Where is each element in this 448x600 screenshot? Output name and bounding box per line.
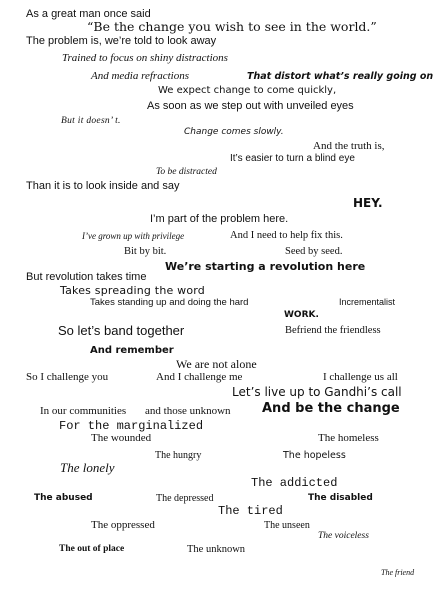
poem-line: Than it is to look inside and say bbox=[26, 180, 180, 192]
poem-line: We are not alone bbox=[176, 357, 257, 371]
poem-line: So let’s band together bbox=[58, 323, 185, 338]
poem-line: The unknown bbox=[187, 544, 246, 555]
poem-line: The wounded bbox=[91, 432, 152, 444]
poem-line: The homeless bbox=[318, 432, 379, 444]
poem-line: I challenge us all bbox=[323, 371, 398, 383]
poem-line: I’ve grown up with privilege bbox=[82, 231, 185, 241]
poem-line: The voiceless bbox=[318, 531, 369, 541]
emphasis-line: WORK. bbox=[284, 310, 319, 320]
emphasis-line: HEY. bbox=[353, 196, 383, 210]
signature: The friend bbox=[381, 568, 415, 577]
emphasis-line: We’re starting a revolution here bbox=[165, 260, 366, 273]
poem-line: The tired bbox=[218, 504, 283, 518]
poem-line: The unseen bbox=[264, 520, 310, 531]
poem-line: The addicted bbox=[251, 476, 338, 490]
poem-line: Let’s live up to Gandhi’s call bbox=[232, 385, 402, 399]
poem-line: The out of place bbox=[59, 544, 125, 554]
poem-line: That distort what’s really going on bbox=[247, 71, 434, 82]
poem-line: Takes standing up and doing the hard bbox=[90, 297, 249, 308]
poem-line: And I need to help fix this. bbox=[230, 230, 343, 241]
poem-line: The abused bbox=[34, 493, 93, 503]
poem-line: And the truth is, bbox=[313, 140, 385, 152]
poem-line: The depressed bbox=[156, 493, 214, 504]
poem-line: And media refractions bbox=[91, 70, 189, 82]
poem-line: But revolution takes time bbox=[26, 271, 147, 283]
poem-line: Change comes slowly. bbox=[184, 127, 284, 137]
poem-line: The lonely bbox=[60, 460, 115, 475]
poem-line: As soon as we step out with unveiled eyes bbox=[147, 100, 354, 112]
poem-line: The disabled bbox=[308, 493, 373, 503]
emphasis-line: And be the change bbox=[262, 401, 400, 416]
emphasis-line: And remember bbox=[90, 345, 174, 356]
poem-line: and those unknown bbox=[145, 405, 231, 417]
poem-line: The problem is, we’re told to look away bbox=[26, 35, 217, 47]
poem-line: But it doesn’ t. bbox=[61, 116, 121, 126]
quote-line: “Be the change you wish to see in the world.” bbox=[87, 19, 377, 34]
poem-line: For the marginalized bbox=[59, 419, 204, 433]
poem-line: So I challenge you bbox=[26, 371, 109, 383]
poem-line: I’m part of the problem here. bbox=[150, 213, 289, 225]
poem-line: Trained to focus on shiny distractions bbox=[62, 52, 228, 64]
poem-line: Incrementalist bbox=[339, 297, 396, 307]
poem-line: In our communities bbox=[40, 405, 127, 417]
poem-line: As a great man once said bbox=[26, 8, 151, 20]
poem-line: Takes spreading the word bbox=[60, 284, 205, 297]
poem-line: We expect change to come quickly, bbox=[158, 85, 337, 96]
poem-line: Bit by bit. bbox=[124, 246, 167, 257]
poem-line: Befriend the friendless bbox=[285, 325, 381, 336]
poem-line: The hungry bbox=[155, 450, 202, 461]
poem-line: To be distracted bbox=[156, 167, 217, 177]
poem-line: And I challenge me bbox=[156, 371, 243, 383]
poem-line: The oppressed bbox=[91, 519, 155, 531]
poem-line: Seed by seed. bbox=[285, 246, 343, 257]
poem-line: It’s easier to turn a blind eye bbox=[230, 153, 355, 164]
poem-line: The hopeless bbox=[283, 450, 346, 461]
